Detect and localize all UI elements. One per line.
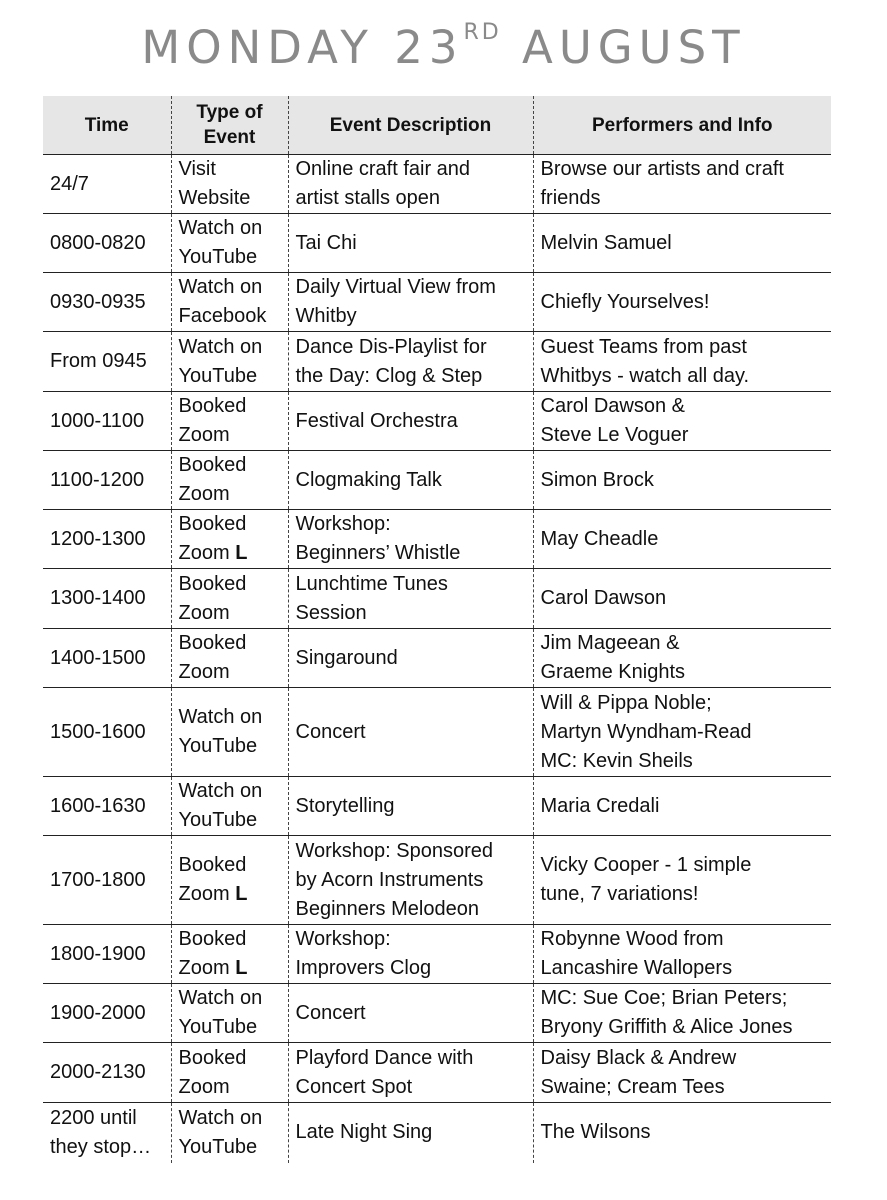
cell-type-line: Zoom: [178, 483, 230, 505]
cell-time-line: 1100-1200: [50, 468, 145, 491]
cell-description: [288, 688, 533, 777]
cell-performers: [533, 984, 831, 1043]
live-marker: L: [235, 957, 248, 979]
header-row: [43, 96, 831, 155]
cell-performers: [533, 629, 831, 688]
cell-type: [171, 984, 288, 1043]
cell-description-line: Clogmaking Talk: [295, 468, 442, 491]
cell-type-line: Zoom: [178, 1075, 230, 1098]
cell-description: [288, 273, 533, 332]
header-type-line1: Type of: [196, 102, 263, 123]
cell-type-line: Zoom: [178, 601, 230, 624]
cell-description-line: Session: [295, 601, 367, 624]
cell-type: [171, 392, 288, 451]
cell-performers-line: MC: Kevin Sheils: [540, 749, 693, 772]
cell-performers-line: Chiefly Yourselves!: [540, 290, 710, 313]
cell-description: [288, 569, 533, 629]
cell-type-line: YouTube: [178, 735, 258, 757]
cell-performers-line: Guest Teams from past: [540, 335, 747, 358]
cell-type: [171, 332, 288, 392]
cell-performers-line: Martyn Wyndham-Read: [540, 720, 752, 743]
cell-performers-line: Bryony Griffith & Alice Jones: [540, 1016, 793, 1038]
cell-type-line: Watch on: [178, 1106, 263, 1129]
cell-type-line: Watch on: [178, 276, 263, 298]
cell-time: [43, 451, 171, 510]
cell-description: [288, 1043, 533, 1103]
cell-performers: [533, 836, 831, 925]
schedule-row: [43, 629, 831, 688]
schedule-row: [43, 510, 831, 569]
schedule-row: [43, 332, 831, 392]
cell-description-line: Playford Dance with: [295, 1046, 474, 1069]
cell-performers-line: MC: Sue Coe; Brian Peters;: [540, 987, 788, 1009]
page-title: [0, 20, 887, 74]
cell-time-line: 1400-1500: [50, 646, 146, 669]
cell-type: [171, 1103, 288, 1163]
cell-type: [171, 925, 288, 984]
cell-time: [43, 214, 171, 273]
cell-time: [43, 155, 171, 214]
cell-time: [43, 629, 171, 688]
cell-performers: [533, 1043, 831, 1103]
cell-performers-line: Melvin Samuel: [540, 231, 672, 254]
cell-description-line: artist stalls open: [295, 187, 441, 209]
cell-type-line: Watch on: [178, 987, 263, 1009]
cell-type: [171, 510, 288, 569]
cell-performers-line: Carol Dawson &: [540, 395, 686, 417]
cell-type-line: YouTube: [178, 364, 258, 387]
cell-type-line: Booked: [178, 854, 247, 876]
cell-time: [43, 1103, 171, 1163]
cell-type-line: YouTube: [178, 1016, 258, 1038]
cell-performers-line: Will & Pippa Noble;: [540, 691, 712, 714]
cell-type: [171, 777, 288, 836]
cell-time: [43, 510, 171, 569]
cell-time: [43, 1043, 171, 1103]
cell-time: [43, 836, 171, 925]
cell-time: [43, 569, 171, 629]
cell-time-line: 1700-1800: [50, 868, 146, 891]
cell-type-line: Booked: [178, 454, 247, 476]
cell-description-line: Whitby: [295, 305, 357, 327]
schedule-row: [43, 392, 831, 451]
cell-description-line: Dance Dis-Playlist for: [295, 335, 487, 358]
cell-performers-line: friends: [540, 187, 601, 209]
cell-type-line: YouTube: [178, 809, 258, 831]
schedule-body: [43, 155, 831, 1163]
schedule-row: [43, 688, 831, 777]
cell-description-line: Workshop: Sponsored: [295, 839, 494, 862]
cell-performers-line: The Wilsons: [540, 1121, 651, 1144]
cell-description: [288, 451, 533, 510]
cell-description: [288, 392, 533, 451]
cell-description-line: Concert: [295, 720, 366, 743]
cell-time: [43, 777, 171, 836]
cell-description-line: Singaround: [295, 646, 398, 669]
cell-time-line: 0930-0935: [50, 290, 146, 313]
cell-description-line: Improvers Clog: [295, 957, 432, 979]
cell-description: [288, 836, 533, 925]
cell-type-line: Booked: [178, 513, 247, 535]
cell-type-line: Watch on: [178, 335, 263, 358]
schedule-row: [43, 155, 831, 214]
cell-type-line: Booked: [178, 395, 247, 417]
cell-performers-line: Robynne Wood from: [540, 928, 724, 950]
cell-type-line: YouTube: [178, 246, 258, 268]
cell-type-line: Watch on: [178, 780, 263, 802]
cell-performers-line: Daisy Black & Andrew: [540, 1046, 737, 1069]
cell-description-line: Workshop:: [295, 928, 391, 950]
cell-description-line: Late Night Sing: [295, 1121, 433, 1144]
cell-time-line: 1300-1400: [50, 587, 146, 609]
cell-type-line: Zoom: [178, 883, 230, 905]
cell-description-line: Festival Orchestra: [295, 409, 458, 432]
cell-performers: [533, 925, 831, 984]
cell-description-line: Daily Virtual View from: [295, 276, 496, 298]
cell-time-line: 2200 until: [50, 1106, 137, 1129]
schedule-row: [43, 777, 831, 836]
cell-description: [288, 510, 533, 569]
cell-type-line: Watch on: [178, 217, 263, 239]
cell-performers-line: Whitbys - watch all day.: [540, 364, 750, 387]
schedule-row: [43, 569, 831, 629]
cell-description-line: Beginners Melodeon: [295, 897, 479, 920]
cell-type-line: Zoom: [178, 661, 230, 683]
cell-performers-line: Jim Mageean &: [540, 632, 680, 654]
cell-type: [171, 451, 288, 510]
schedule-table: [43, 96, 831, 1163]
header-type-line2: Event: [203, 127, 256, 148]
cell-description: [288, 925, 533, 984]
cell-performers-line: Lancashire Wallopers: [540, 957, 733, 979]
cell-description: [288, 332, 533, 392]
cell-type-line: Zoom: [178, 957, 230, 979]
cell-performers: [533, 510, 831, 569]
cell-time-line: 0800-0820: [50, 231, 146, 254]
cell-description: [288, 155, 533, 214]
cell-type-line: Booked: [178, 572, 247, 595]
cell-performers: [533, 688, 831, 777]
cell-type-line: YouTube: [178, 1135, 258, 1158]
cell-type: [171, 1043, 288, 1103]
header-description: Event Description: [288, 96, 533, 155]
cell-performers: [533, 451, 831, 510]
cell-description-line: Online craft fair and: [295, 158, 471, 180]
cell-time: [43, 392, 171, 451]
cell-time-line: 1600-1630: [50, 794, 146, 817]
schedule-row: [43, 1103, 831, 1163]
cell-performers-line: Graeme Knights: [540, 661, 686, 683]
cell-description-line: Concert Spot: [295, 1075, 413, 1098]
cell-type-line: Zoom: [178, 424, 230, 446]
cell-type: [171, 569, 288, 629]
cell-type: [171, 273, 288, 332]
cell-description-line: Tai Chi: [295, 231, 357, 254]
cell-description-line: Concert: [295, 1001, 366, 1024]
cell-type-line: Watch on: [178, 706, 263, 728]
cell-performers-line: Carol Dawson: [540, 587, 667, 609]
schedule-row: [43, 925, 831, 984]
cell-performers-line: Steve Le Voguer: [540, 424, 689, 446]
schedule-row: [43, 451, 831, 510]
cell-time-line: 2000-2130: [50, 1061, 146, 1083]
cell-type: [171, 688, 288, 777]
cell-time-line: 24/7: [50, 172, 89, 195]
cell-type-line: Visit: [178, 158, 216, 180]
cell-description-line: the Day: Clog & Step: [295, 364, 483, 387]
header-time: Time: [43, 96, 171, 155]
cell-performers-line: Browse our artists and craft: [540, 158, 784, 180]
cell-description-line: by Acorn Instruments: [295, 868, 484, 891]
cell-type-line: Zoom: [178, 542, 230, 564]
cell-type-line: Booked: [178, 632, 247, 654]
cell-time: [43, 688, 171, 777]
cell-type: [171, 629, 288, 688]
schedule-row: [43, 836, 831, 925]
cell-type: [171, 214, 288, 273]
title-day: MONDAY 23: [141, 21, 464, 74]
cell-performers: [533, 155, 831, 214]
header-type: [171, 96, 288, 155]
cell-time-line: they stop…: [50, 1135, 152, 1158]
cell-type-line: Booked: [178, 1046, 247, 1069]
cell-performers-line: Maria Credali: [540, 794, 660, 817]
schedule-row: [43, 984, 831, 1043]
cell-description: [288, 984, 533, 1043]
cell-performers: [533, 214, 831, 273]
cell-type: [171, 155, 288, 214]
cell-description: [288, 214, 533, 273]
cell-type-line: Booked: [178, 928, 247, 950]
cell-description-line: Workshop:: [295, 513, 391, 535]
cell-description: [288, 629, 533, 688]
cell-description-line: Beginners’ Whistle: [295, 542, 461, 564]
live-marker: L: [235, 542, 248, 564]
title-month: AUGUST: [501, 21, 746, 74]
cell-performers-line: Simon Brock: [540, 468, 654, 491]
cell-performers: [533, 273, 831, 332]
schedule-row: [43, 214, 831, 273]
header-performers: Performers and Info: [533, 96, 831, 155]
cell-description-line: Storytelling: [295, 794, 395, 817]
cell-type-line: Website: [178, 187, 251, 209]
title-ordinal-suffix: RD: [463, 20, 502, 45]
cell-performers: [533, 777, 831, 836]
cell-description: [288, 1103, 533, 1163]
cell-performers: [533, 569, 831, 629]
cell-time: [43, 925, 171, 984]
cell-performers: [533, 332, 831, 392]
cell-performers-line: Vicky Cooper - 1 simple: [540, 854, 752, 876]
cell-time: [43, 332, 171, 392]
cell-time-line: From 0945: [50, 350, 147, 372]
schedule-row: [43, 1043, 831, 1103]
cell-performers: [533, 392, 831, 451]
cell-time-line: 1200-1300: [50, 527, 146, 550]
cell-time: [43, 984, 171, 1043]
cell-performers: [533, 1103, 831, 1163]
cell-time-line: 1500-1600: [50, 720, 146, 743]
cell-time-line: 1000-1100: [50, 409, 145, 432]
cell-time-line: 1800-1900: [50, 942, 146, 965]
cell-type-line: Facebook: [178, 305, 267, 327]
cell-description: [288, 777, 533, 836]
schedule-row: [43, 273, 831, 332]
cell-performers-line: May Cheadle: [540, 527, 659, 550]
cell-performers-line: Swaine; Cream Tees: [540, 1075, 725, 1098]
cell-time-line: 1900-2000: [50, 1001, 146, 1024]
cell-type: [171, 836, 288, 925]
cell-time: [43, 273, 171, 332]
cell-performers-line: tune, 7 variations!: [540, 883, 699, 905]
live-marker: L: [235, 883, 248, 905]
cell-description-line: Lunchtime Tunes: [295, 572, 448, 595]
